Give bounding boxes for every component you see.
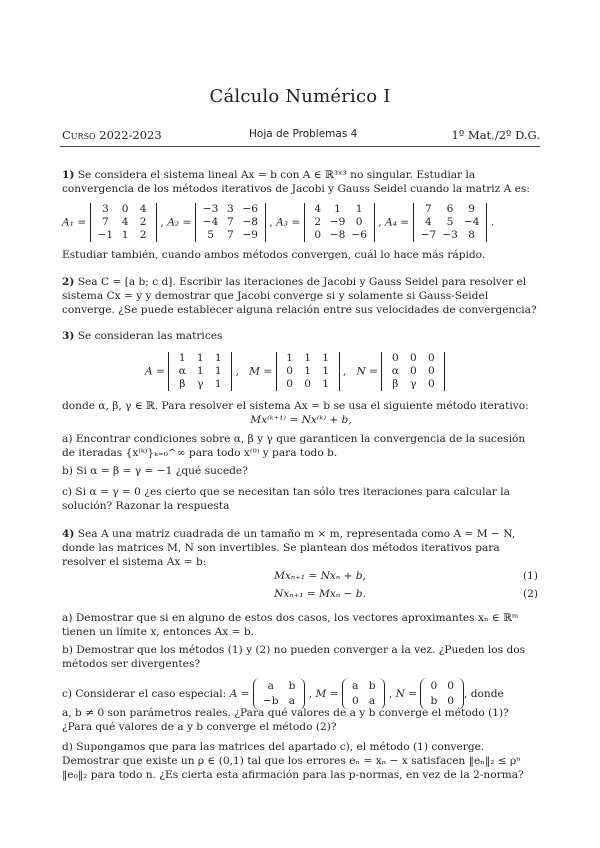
matrix-entry: −3 [442,229,458,241]
matrix-entry: 1 [214,365,222,377]
problem-4-part-c-rest: a, b ≠ 0 son parámetros reales. ¿Para qué valores de a y b converge el método (1)? ¿Para qué valores de a y b converge el método (2)? [62,707,509,733]
matrix-entry: 0 [304,378,311,390]
matrix-entry: −6 [242,203,259,215]
page-title: Cálculo Numérico I [209,86,391,107]
problem-4-part-b: b) Demostrar que los métodos (1) y (2) no pueden converger a la vez. ¿Pueden los dos métodos ser divergentes? [62,644,526,670]
matrix-entry: b [430,695,438,707]
header-divider [60,146,540,147]
matrix-entry: −9 [329,216,346,228]
matrix-entry: β [392,378,399,390]
matrix-entry: −4 [463,216,480,228]
matrix-entry: 1 [214,378,222,390]
matrix-entry: 1 [322,352,329,364]
problem-3-intro: 3) Se consideran las matrices [62,330,223,342]
matrix-entry: 0 [355,216,363,228]
matrix-entry: 1 [304,365,311,377]
matrix-A3 [304,203,375,242]
matrix-entry: 8 [468,229,476,241]
matrix-entry: 0 [314,229,322,241]
matrix-M [276,352,340,391]
matrix-entry: 1 [355,203,363,215]
matrix-N [381,352,445,391]
matrix-entry: α [178,365,186,377]
matrix-entry: 4 [139,203,147,215]
problem-3-part-a: a) Encontrar condiciones sobre α, β y γ que garanticen la convergencia de la sucesión de iteradas {x⁽ᵏ⁾}ₖ₌₀^∞ para todo x⁽⁰⁾ y para todo b. [62,433,526,459]
matrix-entry: −3 [202,203,219,215]
matrix-entry: 4 [121,216,129,228]
matrix-entry: 4 [314,203,322,215]
matrix-entry: 1 [322,378,329,390]
problem-3-formula: Mx⁽ᵏ⁺¹⁾ = Nx⁽ᵏ⁾ + b, [250,414,352,426]
problem-sheet-page: Cálculo Numérico I Curso 2022-2023 Hoja de Problemas 4 1º Mat./2º D.G. 1) Se considera el sistema lineal Ax = b con A ∈ ℝ³ˣ³ no singular. Estudiar la convergencia de los métodos iterativos de Jacobi y Gauss Seidel cuando la matriz A es: A₁ = 3 0 4 7 4 2 −1 1 2 , A₂ = −3 3 −6 −4 7 −8 5 7 −9 , A₃ = 4 1 1 2 −9 0 0 −8 −6 , A₄ = 7 6 9 4 5 −4 −7 −3 8 . Estudiar también, cuando ambos métodos convergen, cuál lo hace más rápido. 2) Sea C = [a b; c d]. Escribir las iteraciones de Jacobi y Gauss Seidel para resolver el sistema Cx = y y demostrar que Jacobi converge si y solamente si Gauss-Seidel converge. ¿Se puede establecer alguna relación entre sus velocidades de convergencia? 3) Se consideran las matrices A = 1 1 1 α 1 1 β γ 1 , M = 1 1 1 0 1 1 0 0 1 , N = 0 0 0 α 0 0 β γ 0 donde α, β, γ ∈ ℝ. Para resolver el sistema Ax = b se usa el siguiente método iterativo: Mx⁽ᵏ⁺¹⁾ = Nx⁽ᵏ⁾ + b, a) Encontrar condiciones sobre α, β y γ que garanticen la convergencia de la sucesión de iteradas {x⁽ᵏ⁾}ₖ₌₀^∞ para todo x⁽⁰⁾ y para todo b. b) Si α = β = γ = −1 ¿qué sucede? c) Si α = γ = 0 ¿es cierto que se necesitan tan sólo tres iteraciones para calcular la solución? Razonar la respuesta 4) Sea A una matriz cuadrada de un tamaño m × m, representada como A = M − N, donde las matrices M, N son invertibles. Se plantean dos métodos iterativos para resolver el sistema Ax = b: Mxₙ₊₁ = Nxₙ + b, (1) Nxₙ₊₁ = Mxₙ − b. (2) a) Demostrar que si en alguno de estos dos casos, los vectores aproximantes xₙ ∈ ℝᵐ tienen un límite x, entonces Ax = b. b) Demostrar que los métodos (1) y (2) no pueden converger a la vez. ¿Pueden los dos métodos ser divergentes? c) Considerar el caso especial: A = a b −b a , M = a b 0 a , N = 0 0 b 0 , donde a, b ≠ 0 son parámetros reales. ¿Para qué valores de a y b converge el método (1)? ¿Para qué valores de a y b converge el método (2)? d) Supongamos que para las matrices del apartado c), el método (1) converge. Demostrar que existe un ρ ∈ (0,1) tal que los errores eₙ = xₙ − x satisfacen ‖eₙ‖₂ ≤ ρⁿ ‖e₀‖₂ para todo n. ¿Es cierta esta afirmación para las p-normas, en vez de la 2-norma? [0,0,600,848]
matrix-entry: 5 [446,216,454,228]
matrix-entry: 0 [409,365,417,377]
matrix-entry: a [267,680,274,692]
problem-3-after: donde α, β, γ ∈ ℝ. Para resolver el sistema Ax = b se usa el siguiente método iterativo: [62,400,529,412]
matrix-entry: 4 [425,216,432,228]
problem-2-statement: 2) Sea C = [a b; c d]. Escribir las iteraciones de Jacobi y Gauss Seidel para resolver el sistema Cx = y y demostrar que Jacobi converge si y solamente si Gauss-Seidel converge. ¿Se puede establecer alguna relación entre sus velocidades de convergencia? [62,276,537,316]
problem-4-part-d: d) Supongamos que para las matrices del apartado c), el método (1) converge. Demostrar que existe un ρ ∈ (0,1) tal que los errores eₙ = xₙ − x satisfacen ‖eₙ‖₂ ≤ ρⁿ ‖e₀‖₂ para todo n. ¿Es cierta esta afirmación para las p-normas, en vez de la 2-norma? [62,741,524,781]
problem-1-matrices: A₁ = 3 0 4 7 4 2 −1 1 2 , A₂ = −3 3 −6 −4 7 −8 5 7 −9 , A₃ = 4 1 1 2 −9 0 0 −8 −6 , A₄ = 7 6 9 4 5 −4 −7 −3 8 . [62,203,495,241]
matrix-entry: 2 [139,229,147,241]
matrix-entry: −b [262,695,279,707]
matrix-entry: b [368,680,376,692]
matrix-entry: 1 [196,365,204,377]
matrix-entry: −8 [329,229,346,241]
matrix-entry: 7 [227,216,234,228]
matrix-entry: 6 [446,203,454,215]
problem-4-part-a: a) Demostrar que si en alguno de estos dos casos, los vectores aproximantes xₙ ∈ ℝᵐ tienen un límite x, entonces Ax = b. [62,612,519,638]
matrix-entry: 1 [214,352,222,364]
matrix-A2 [195,203,266,242]
matrix-entry: 7 [101,216,109,228]
matrix-entry: 1 [322,365,329,377]
matrix-entry: −6 [351,229,367,241]
matrix-entry: 0 [409,352,417,364]
matrix-entry: 0 [427,352,435,364]
problem-1-closing: Estudiar también, cuando ambos métodos convergen, cuál lo hace más rápido. [62,249,486,261]
problem-4-part-c-line: c) Considerar el caso especial: A = a b −b a , M = a b 0 a , N = 0 0 b 0 , donde [62,678,540,710]
matrix-entry: 1 [286,352,293,364]
matrix-entry: γ [197,378,204,390]
header-course: Curso 2022-2023 [62,128,162,142]
matrix-entry: 1 [196,352,204,364]
matrix-entry: α [391,365,399,377]
matrix-entry: 1 [178,352,186,364]
matrix-entry: 7 [425,203,432,215]
matrix-entry: −9 [242,229,259,241]
matrix-entry: 1 [304,352,311,364]
matrix-entry: 0 [447,695,455,707]
matrix-entry: 0 [286,365,293,377]
matrix-entry: 3 [101,203,109,215]
matrix-entry: 7 [227,229,234,241]
matrix-entry: a [288,695,296,707]
matrix-entry: 5 [207,229,214,241]
problem-3-part-c: c) Si α = γ = 0 ¿es cierto que se necesitan tan sólo tres iteraciones para calcular la solución? Razonar la respuesta [62,486,510,512]
matrix-entry: −4 [202,216,219,228]
matrix-entry: 0 [427,378,435,390]
matrix-entry: 3 [227,203,234,215]
matrix-entry: 0 [391,352,399,364]
matrix-entry: −1 [97,229,114,241]
header-group: 1º Mat./2º D.G. [451,128,540,142]
matrix-entry: 1 [121,229,129,241]
matrix-entry: 0 [286,378,293,390]
matrix-entry: 0 [430,680,438,692]
problem-4-statement: 4) Sea A una matriz cuadrada de un tamaño m × m, representada como A = M − N, donde las matrices M, N son invertibles. Se plantean dos métodos iterativos para resolver el sistema Ax = b: [62,528,516,568]
matrix-entry: −7 [420,229,437,241]
matrix-entry: 0 [427,365,435,377]
matrix-entry: β [179,378,186,390]
matrix-entry: 1 [334,203,341,215]
matrix-entry: 2 [139,216,147,228]
problem-1-statement: 1) Se considera el sistema lineal Ax = b con A ∈ ℝ³ˣ³ no singular. Estudiar la convergencia de los métodos iterativos de Jacobi y Gauss Seidel cuando la matriz A es: [62,169,530,195]
matrix-entry: γ [410,378,417,390]
matrix-entry: a [368,695,376,707]
matrix-entry: b [288,680,296,692]
matrix-entry: 0 [351,695,359,707]
matrix-entry: 0 [447,680,455,692]
matrix-entry: −8 [242,216,259,228]
header-sheet: Hoja de Problemas 4 [249,128,358,140]
matrix-entry: 9 [468,203,476,215]
matrix-entry: 2 [314,216,322,228]
matrix-A [168,352,232,391]
matrix-entry: a [352,680,359,692]
problem-3-matrices: A = 1 1 1 α 1 1 β γ 1 , M = 1 1 1 0 1 1 0 0 1 , N = 0 0 0 α 0 0 β γ 0 [145,352,565,391]
matrix-A4 [413,203,488,242]
matrix-entry: 0 [121,203,129,215]
matrix-A1 [90,203,158,242]
problem-3-part-b: b) Si α = β = γ = −1 ¿qué sucede? [62,465,248,477]
